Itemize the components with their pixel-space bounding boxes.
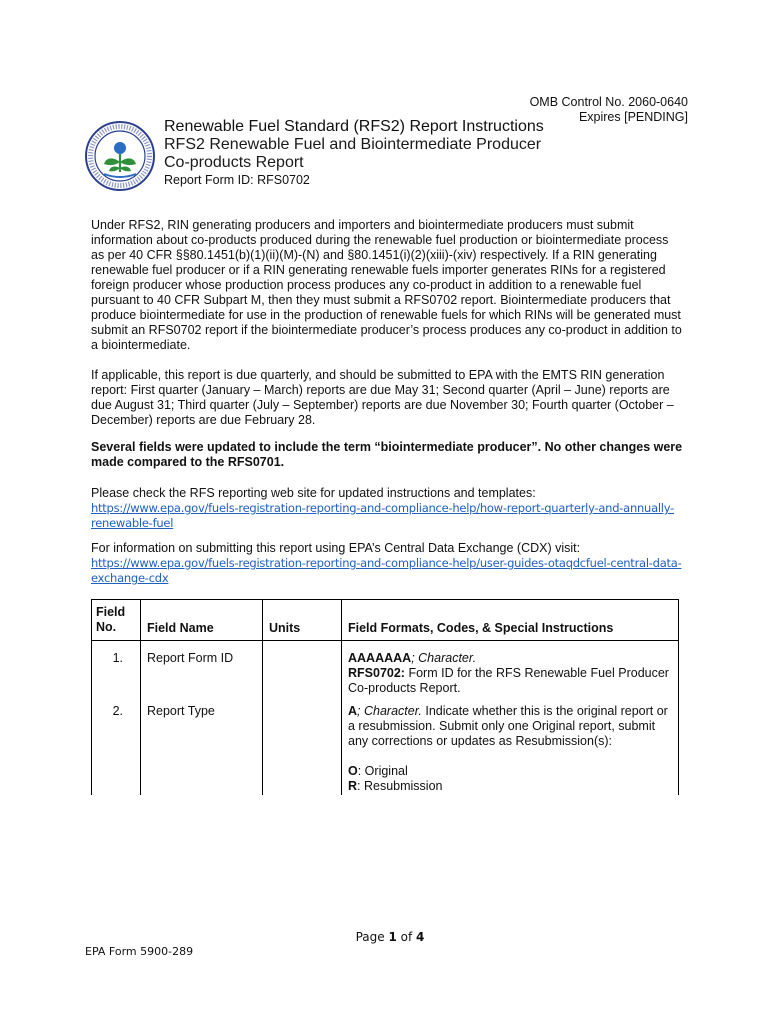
row-2-format-type: ; Character. (357, 704, 422, 718)
header-field-name: Field Name (147, 621, 214, 635)
option-resubmission: R: Resubmission (348, 779, 443, 793)
cdx-text: For information on submitting this report using EPA’s Central Data Exchange (CDX) visit: (91, 541, 581, 555)
row-2-name: Report Type (147, 704, 215, 718)
row-1-detail: Form ID for the RFS Renewable Fuel Producer Co-products Report. (348, 666, 669, 695)
header-field-no: Field No. (96, 605, 126, 634)
option-original: O: Original (348, 764, 408, 778)
instructions-text: Please check the RFS reporting web site for updated instructions and templates: (91, 486, 536, 500)
due-dates-paragraph: If applicable, this report is due quarterly, and should be submitted to EPA with the EMTS RIN generation report: First quarter (January – March) reports are due May 31; Second quarter (April – June) reports are due August 31; Third quarter (July – September) reports are due November 30; Fourth quarter (October – December) reports are due February 28. (91, 368, 674, 427)
row-2-format (348, 704, 676, 749)
report-form-id: Report Form ID: RFS0702 (164, 173, 310, 187)
epa-form-number: EPA Form 5900-289 (85, 945, 194, 958)
table-col-line (91, 599, 92, 795)
omb-control-number: OMB Control No. 2060-0640 (529, 95, 688, 109)
row-1-number: 1. (112, 651, 123, 665)
header-units: Units (269, 621, 301, 635)
page-current: 1 (388, 930, 397, 944)
row-2-options (348, 764, 676, 794)
table-top-border (91, 599, 679, 600)
fields-table (91, 599, 679, 795)
cdx-paragraph (91, 541, 683, 586)
report-title: Renewable Fuel Standard (RFS2) Report Instructions (164, 118, 544, 135)
table-col-line (140, 599, 141, 795)
row-2-detail: Indicate whether this is the original report or a resubmission. Submit only one Original report, submit any corrections or updates as Resubmission(s): (348, 704, 668, 748)
row-1-format-type: ; Character. (411, 651, 477, 665)
row-2-format-code: A (348, 704, 358, 718)
update-notice: Several fields were updated to include the term “biointermediate producer”. No other changes were made compared to the RFS0701. (91, 440, 683, 469)
cdx-link[interactable]: https://www.epa.gov/fuels-registration-reporting-and-compliance-help/user-guides-otaqdcfuel-central-data-exchange-cdx (91, 556, 682, 585)
table-header-border (91, 640, 679, 641)
page-total: 4 (416, 930, 425, 944)
row-1-format-code: AAAAAAA (348, 651, 412, 665)
row-1-detail-label: RFS0702: (348, 666, 405, 680)
intro-paragraph: Under RFS2, RIN generating producers and importers and biointermediate producers must submit information about co-products produced during the renewable fuel production or biointermediate process as per 40 CFR §§80.1451(b)(1)(ii)(M)-(N) and §80.1451(i)(2)(xiii)-(xiv) respectively. If a RIN generating renewable fuel producer or if a RIN generating renewable fuels importer generates RINs for a registered foreign producer whose production process produces any co-product in addition to a renewable fuel pursuant to 40 CFR Subpart M, then they must submit a RFS0702 report. Biointermediate producers that produce biointermediate for use in the production of renewable fuels for which RINs will be generated must submit an RFS0702 report if the biointermediate producer’s process produces any co-product in addition to a biointermediate. (91, 218, 682, 352)
expires-date: Expires [PENDING] (578, 110, 688, 124)
row-2-number: 2. (112, 704, 123, 718)
page-number: Page 1 of 4 (355, 930, 425, 944)
table-col-line (262, 599, 263, 795)
table-col-line (678, 599, 679, 795)
table-col-line (341, 599, 342, 795)
report-subtitle: RFS2 Renewable Fuel and Biointermediate Producer Co-products Report (164, 136, 542, 171)
row-1-name: Report Form ID (147, 651, 234, 665)
header-formats: Field Formats, Codes, & Special Instructions (348, 621, 614, 635)
row-1-format (348, 651, 676, 696)
instructions-paragraph (91, 486, 683, 531)
epa-seal-logo (84, 120, 156, 192)
instructions-link[interactable]: https://www.epa.gov/fuels-registration-reporting-and-compliance-help/how-report-quarterly-and-annually-renewable-fuel (91, 501, 675, 530)
